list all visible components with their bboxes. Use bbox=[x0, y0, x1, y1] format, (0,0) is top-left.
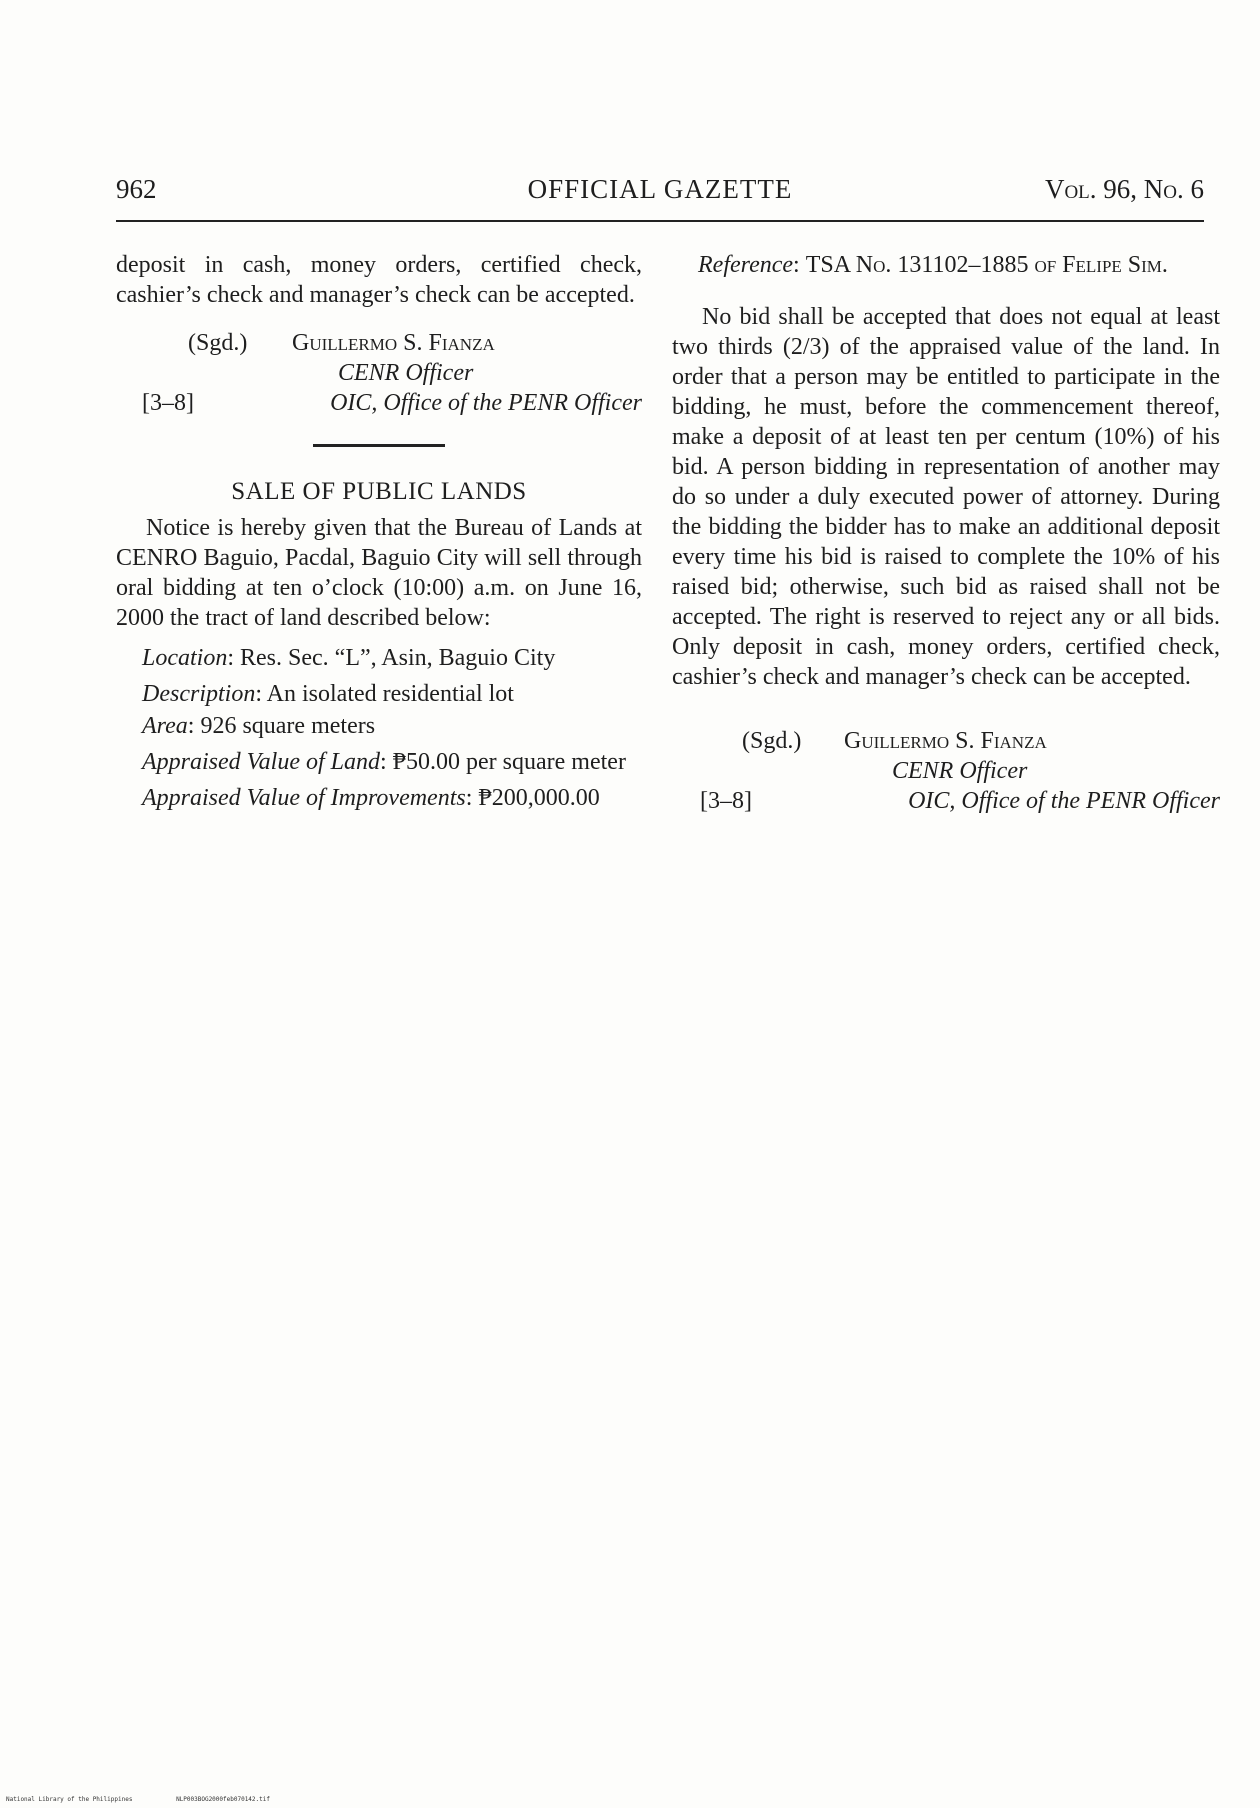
item-label: Appraised Value of Improvements bbox=[142, 785, 466, 811]
item-value: ₱200,000.00 bbox=[478, 785, 600, 811]
signatory-position: CENR Officer bbox=[338, 360, 474, 386]
item-label: Area bbox=[142, 713, 188, 739]
signatory-position: CENR Officer bbox=[892, 758, 1028, 784]
signature-block-right bbox=[672, 726, 1220, 816]
item-location: Location: Res. Sec. “L”, Asin, Baguio City bbox=[142, 645, 556, 671]
item-value: ₱50.00 per square meter bbox=[392, 749, 626, 775]
item-value: Res. Sec. “L”, Asin, Baguio City bbox=[240, 645, 556, 671]
page-header bbox=[116, 170, 1204, 214]
section-heading: SALE OF PUBLIC LANDS bbox=[231, 478, 527, 505]
date-reference: [3–8] bbox=[142, 390, 194, 416]
item-area: Area: 926 square meters bbox=[142, 713, 376, 739]
reference-label: Reference bbox=[698, 252, 794, 278]
item-land-value: Appraised Value of Land: ₱50.00 per square meter bbox=[142, 749, 626, 775]
sgd-label: (Sgd.) bbox=[742, 728, 802, 754]
scan-footer bbox=[6, 1796, 310, 1803]
library-credit: National Library of the Philippines bbox=[6, 1796, 133, 1803]
item-value: 926 square meters bbox=[200, 713, 376, 739]
signatory-name: Guillermo S. Fianza bbox=[844, 728, 1047, 754]
bidding-rules-paragraph: No bid shall be accepted that does not equal at least two thirds (2/3) of the appraised value of the land. In order that a person may be entitled to participate in the bidding, he must, before the commencement thereof, make a deposit of at least ten per centum (10%) of his bid. A person bidding in representation of another may do so under a duly executed power of attorney. During the bidding the bidder has to make an additional deposit every time his bid is raised to complete the 10% of his raised bid; otherwise, such bid as raised shall not be accepted. The right is reserved to reject any or all bids. Only deposit in cash, money orders, certified check, cashier’s check and manager’s check can be accepted. bbox=[672, 304, 1220, 690]
section-divider bbox=[313, 444, 445, 447]
item-label: Description bbox=[142, 681, 256, 707]
item-value: An isolated residential lot bbox=[266, 681, 514, 707]
left-column bbox=[116, 250, 642, 813]
item-description: Description: An isolated residential lot bbox=[142, 681, 514, 707]
right-column bbox=[672, 250, 1220, 816]
date-reference: [3–8] bbox=[700, 788, 752, 814]
reference-line: Reference: TSA No. 131102–1885 of Felipe Sim. bbox=[698, 252, 1168, 278]
item-improvements-value: Appraised Value of Improvements: ₱200,000.00 bbox=[142, 785, 600, 811]
signature-block-left bbox=[116, 328, 642, 418]
reference-value: TSA No. 131102–1885 of Felipe Sim. bbox=[805, 252, 1168, 278]
item-label: Appraised Value of Land bbox=[142, 749, 380, 775]
header-rule bbox=[116, 220, 1204, 222]
notice-paragraph: Notice is hereby given that the Bureau of Lands at CENRO Baguio, Pacdal, Baguio City will sell through oral bidding at ten o’clock (10:00) a.m. on June 16, 2000 the tract of land described below: bbox=[116, 515, 642, 631]
signatory-office: OIC, Office of the PENR Officer bbox=[908, 788, 1220, 814]
item-label: Location bbox=[142, 645, 228, 671]
continuation-paragraph: deposit in cash, money orders, certified check, cashier’s check and manager’s check can be accepted. bbox=[116, 252, 642, 308]
sgd-label: (Sgd.) bbox=[188, 330, 248, 356]
signatory-office: OIC, Office of the PENR Officer bbox=[330, 390, 642, 416]
publication-title: OFFICIAL GAZETTE bbox=[527, 174, 793, 204]
page-number: 962 bbox=[116, 174, 157, 204]
volume-number: Vol. 96, No. 6 bbox=[1044, 174, 1204, 204]
scan-filename: NLP003BOG2000feb070142.tif bbox=[176, 1796, 270, 1803]
signatory-name: Guillermo S. Fianza bbox=[292, 330, 495, 356]
